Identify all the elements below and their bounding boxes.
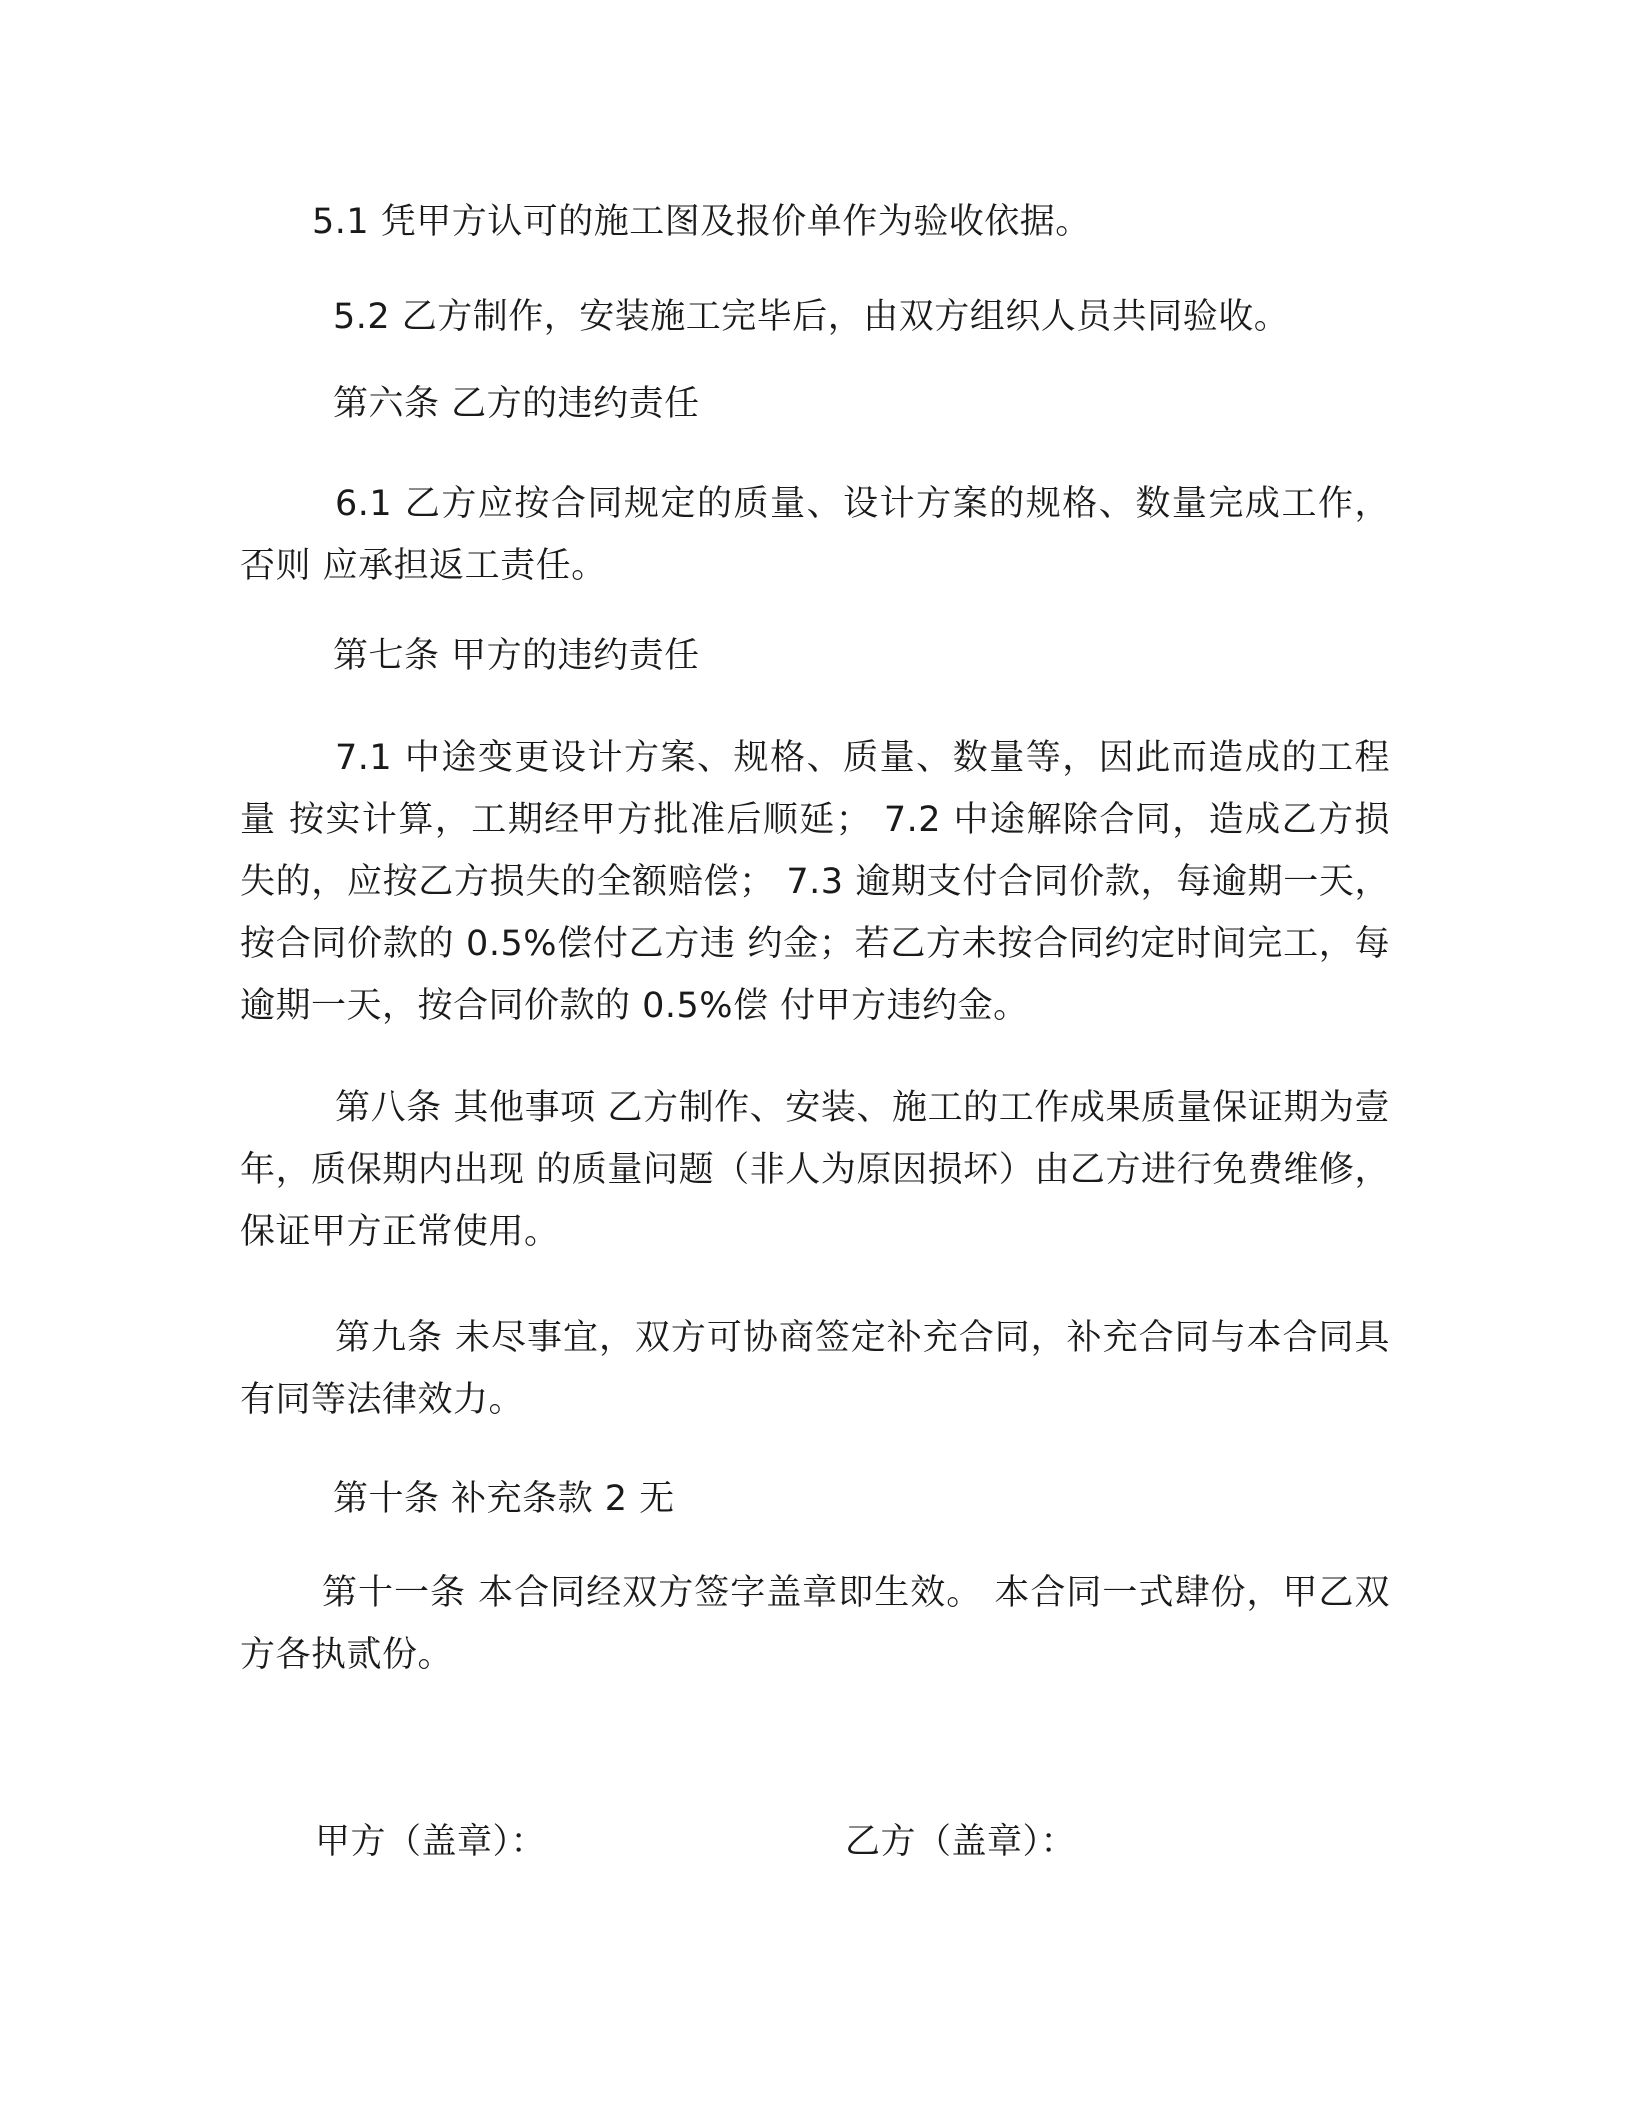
party-a-seal-label: 甲方（盖章）： — [315, 1822, 547, 1862]
clause-5-2: 5.2 乙方制作，安装施工完毕后，由双方组织人员共同验收。 — [333, 297, 1290, 337]
article-9: 第九条 未尽事宜，双方可协商签定补充合同，补充合同与本合同具 有同等法律效力。 — [240, 1318, 1390, 1420]
clause-6-1: 6.1 乙方应按合同规定的质量、设计方案的规格、数量完成工作，否则 应承担返工责任。 — [240, 484, 1390, 586]
article-6-heading: 第六条 乙方的违约责任 — [333, 384, 700, 424]
clause-5-1: 5.1 凭甲方认可的施工图及报价单作为验收依据。 — [312, 202, 1091, 242]
article-7-heading: 第七条 甲方的违约责任 — [333, 636, 700, 676]
party-b-seal-label: 乙方（盖章）： — [845, 1822, 1077, 1862]
article-8: 第八条 其他事项 乙方制作、安装、施工的工作成果质量保证期为壹年，质保期内出现 的质量问题（非人为原因损坏）由乙方进行免费维修，保证甲方正常使用。 — [240, 1088, 1390, 1252]
article-10: 第十条 补充条款 2 无 — [333, 1479, 675, 1519]
article-7-clauses: 7.1 中途变更设计方案、规格、质量、数量等，因此而造成的工程量 按实计算，工期经甲方批准后顺延； 7.2 中途解除合同，造成乙方损失的，应按乙方损失的全额赔偿； 7.3 逾期支付合同价款，每逾期一天，按合同价款的 0.5%偿付乙方违 约金；若乙方未按合同约定时间完工，每逾期一天，按合同价款的 0.5%偿 付甲方违约金。 — [240, 738, 1390, 1026]
article-11: 第十一条 本合同经双方签字盖章即生效。 本合同一式肆份，甲乙双方各执贰份。 — [240, 1573, 1390, 1675]
